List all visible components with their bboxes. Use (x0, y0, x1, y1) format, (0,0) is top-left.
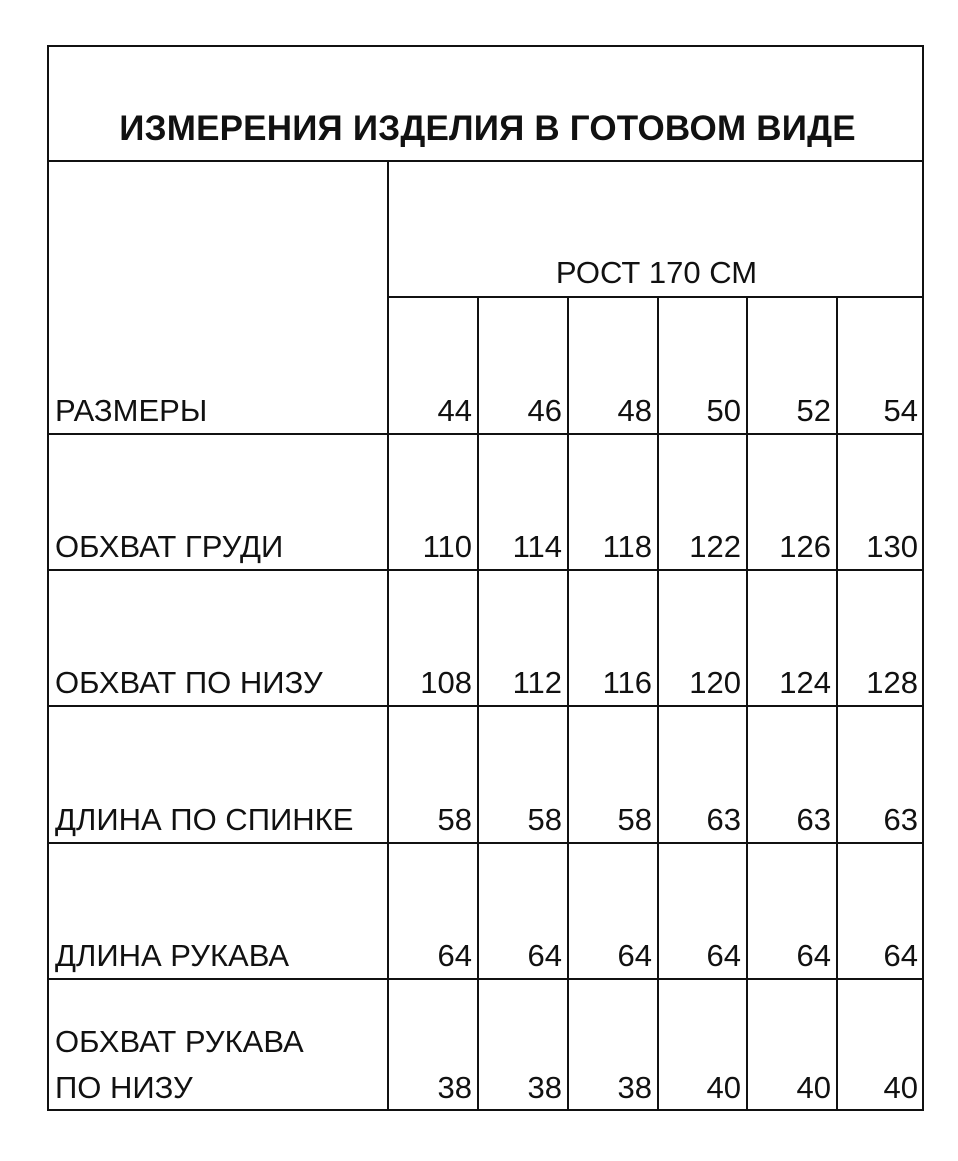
value-cell: 48 (617, 393, 652, 428)
value-cell: 38 (527, 1070, 562, 1105)
value-cell: 63 (706, 802, 741, 837)
value-cell: 120 (689, 665, 741, 700)
row-label-sleeve-hem-line2: ПО НИЗУ (55, 1070, 193, 1105)
value-cell: 118 (602, 529, 652, 564)
value-cell: 64 (437, 938, 472, 973)
value-cell: 40 (883, 1070, 918, 1105)
value-cell: 64 (617, 938, 652, 973)
row-divider (49, 978, 922, 980)
value-cell: 44 (437, 393, 472, 428)
value-cell: 112 (512, 665, 562, 700)
value-cell: 40 (796, 1070, 831, 1105)
value-cell: 46 (527, 393, 562, 428)
row-label-back-length: ДЛИНА ПО СПИНКЕ (55, 802, 354, 837)
value-cell: 126 (779, 529, 831, 564)
row-divider (49, 569, 922, 571)
value-cell: 50 (706, 393, 741, 428)
value-cell: 52 (796, 393, 831, 428)
row-divider (49, 842, 922, 844)
row-divider (49, 705, 922, 707)
value-cell: 108 (420, 665, 472, 700)
value-cell: 63 (796, 802, 831, 837)
value-cell: 128 (866, 665, 918, 700)
value-cell: 58 (617, 802, 652, 837)
value-cell: 64 (527, 938, 562, 973)
value-cell: 63 (883, 802, 918, 837)
row-divider (49, 433, 922, 435)
value-cell: 114 (512, 529, 562, 564)
height-label: РОСТ 170 СМ (555, 255, 758, 290)
value-cell: 124 (779, 665, 831, 700)
size-chart-table (47, 45, 924, 1111)
title-divider (49, 160, 922, 162)
row-label-sleeve-hem-line1: ОБХВАТ РУКАВА (55, 1024, 304, 1059)
value-cell: 64 (883, 938, 918, 973)
value-cell: 116 (602, 665, 652, 700)
value-cell: 40 (706, 1070, 741, 1105)
table-title: ИЗМЕРЕНИЯ ИЗДЕЛИЯ В ГОТОВОМ ВИДЕ (119, 109, 856, 148)
row-label-sizes: РАЗМЕРЫ (55, 393, 208, 428)
value-cell: 54 (883, 393, 918, 428)
value-cell: 122 (689, 529, 741, 564)
row-label-sleeve-length: ДЛИНА РУКАВА (55, 938, 290, 973)
height-divider (388, 296, 922, 298)
value-cell: 38 (437, 1070, 472, 1105)
value-cell: 110 (422, 529, 472, 564)
value-cell: 58 (437, 802, 472, 837)
value-cell: 130 (866, 529, 918, 564)
row-label-chest: ОБХВАТ ГРУДИ (55, 529, 284, 564)
value-cell: 58 (527, 802, 562, 837)
value-cell: 64 (796, 938, 831, 973)
value-cell: 38 (617, 1070, 652, 1105)
value-cell: 64 (706, 938, 741, 973)
row-label-hem: ОБХВАТ ПО НИЗУ (55, 665, 323, 700)
